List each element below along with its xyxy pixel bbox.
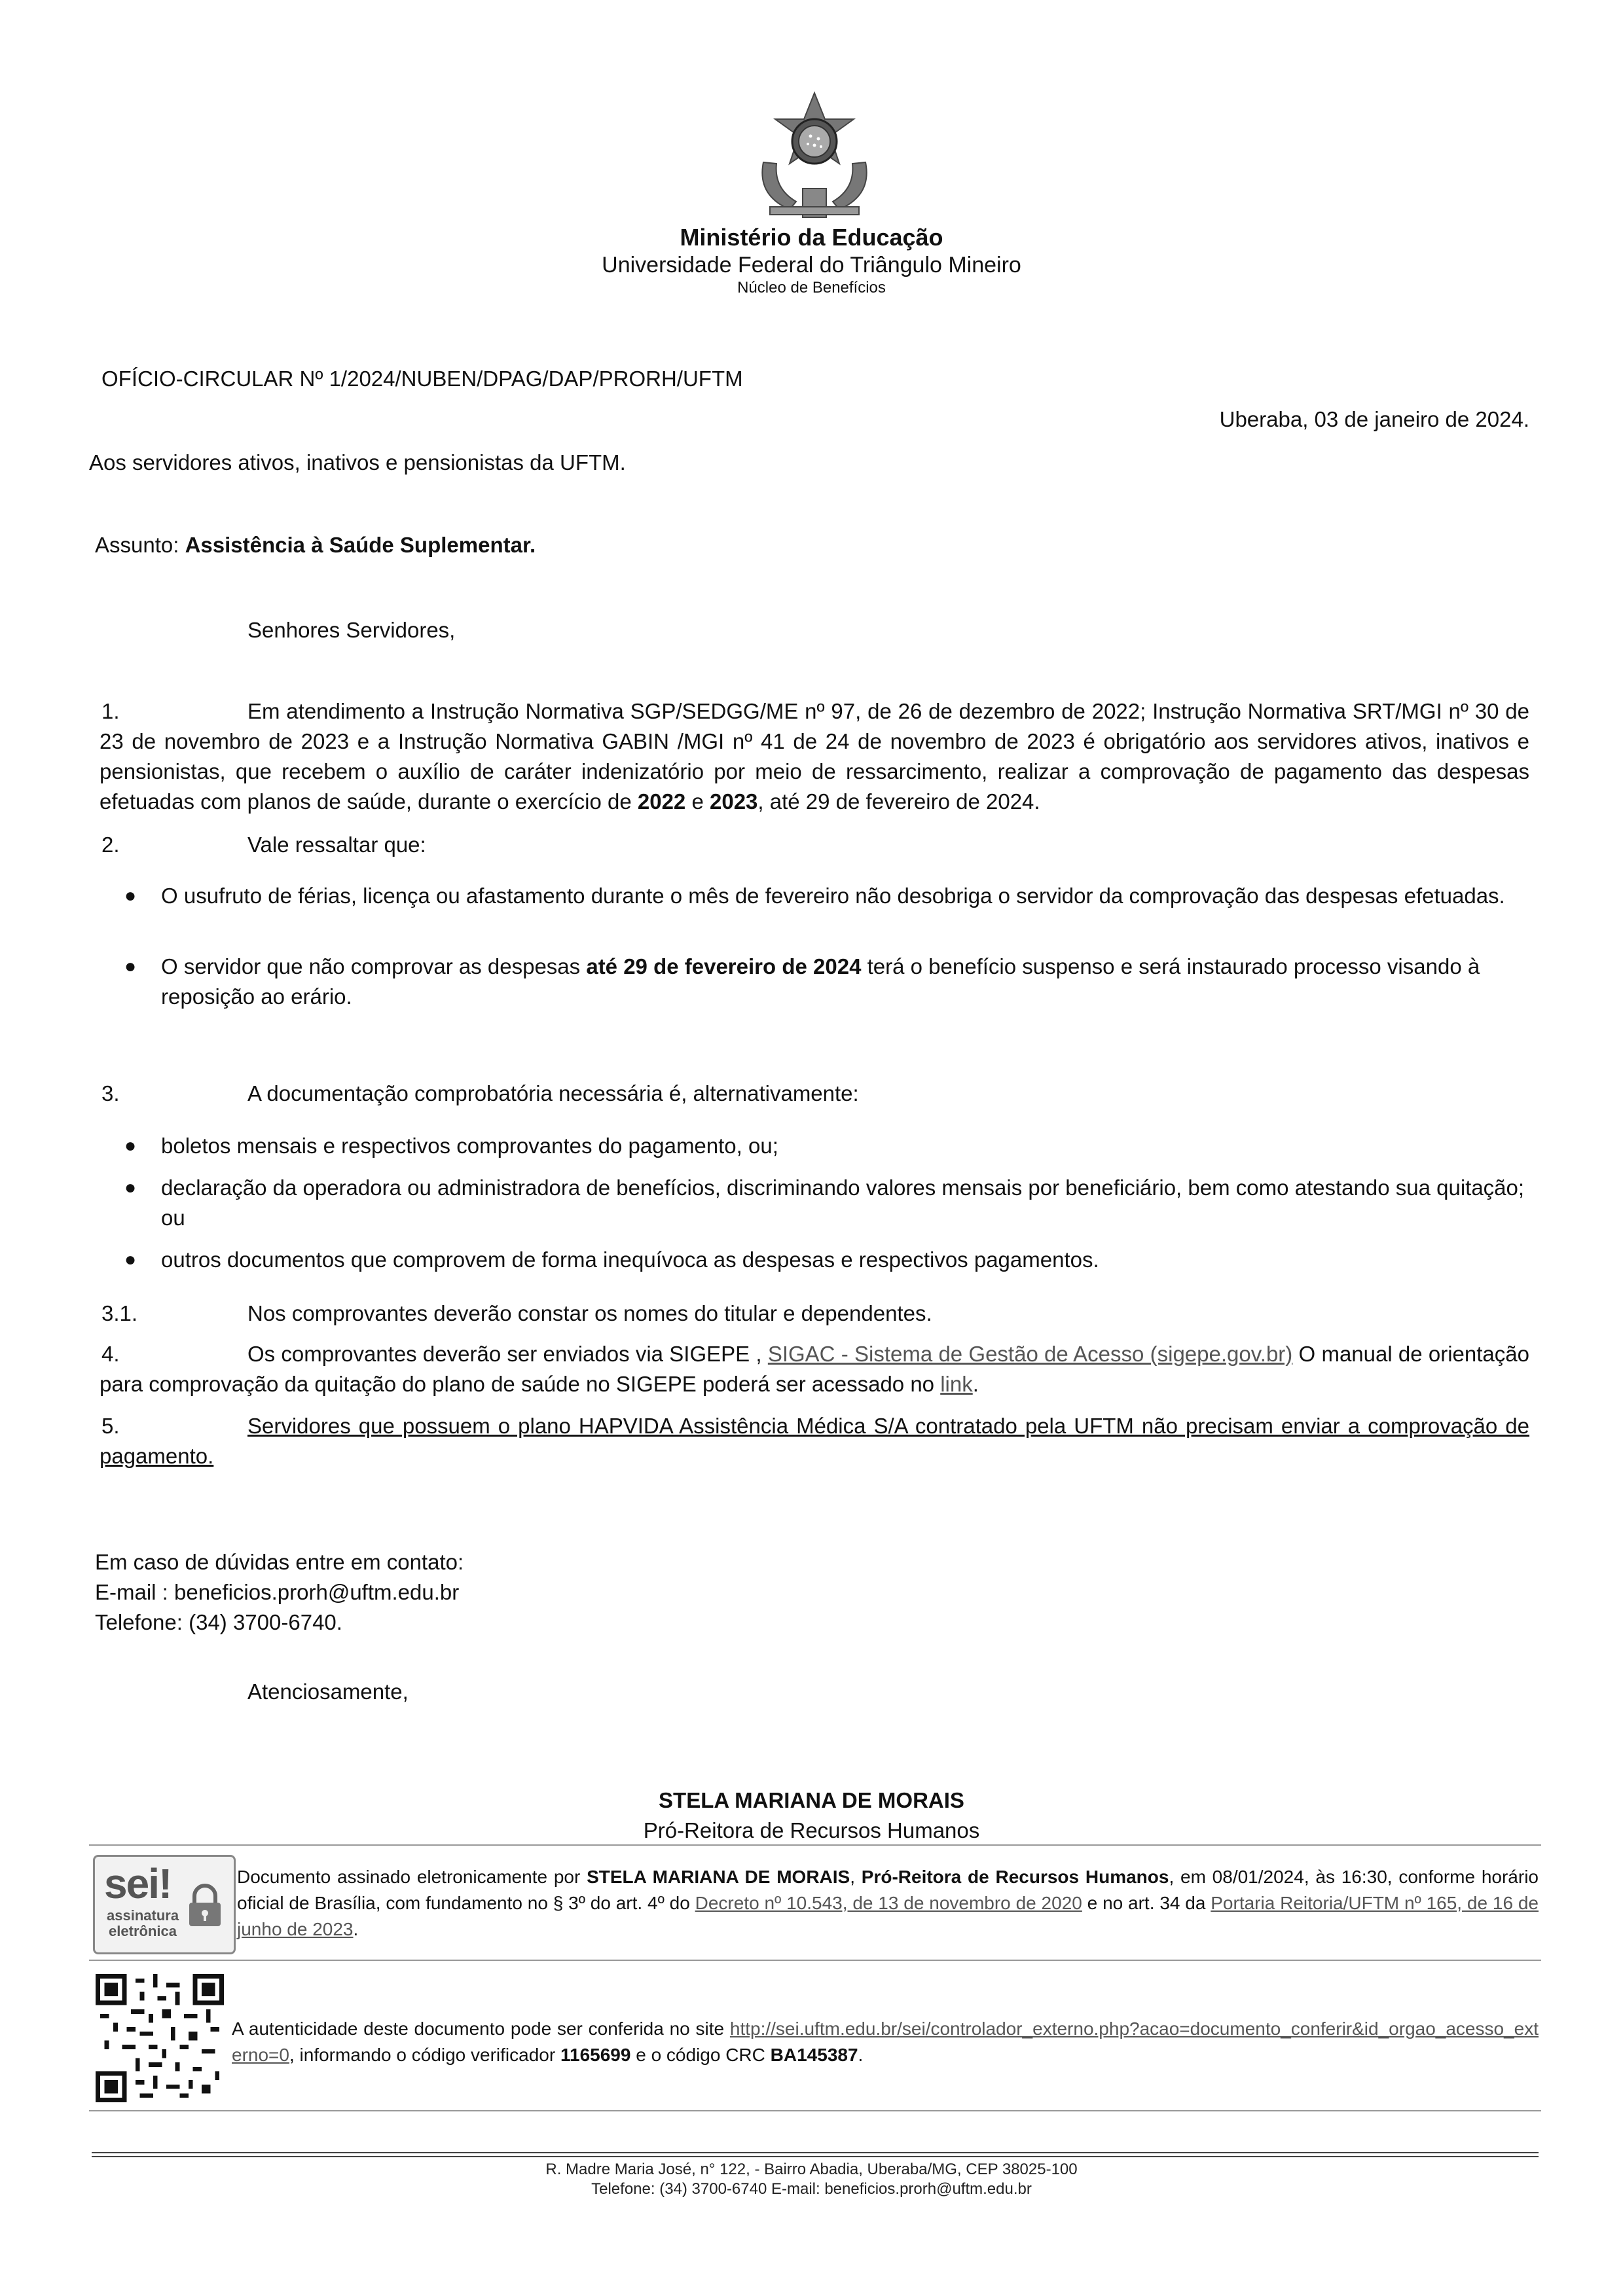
signature-text-mid-2: e no art. 34 da (1082, 1893, 1211, 1913)
signature-text-start: Documento assinado eletronicamente por (237, 1867, 587, 1887)
decree-link[interactable]: Decreto nº 10.543, de 13 de novembro de 2020 (695, 1893, 1082, 1913)
year-2023: 2023 (710, 789, 758, 814)
list-item-text (161, 952, 1529, 1012)
ministry-title: Ministério da Educação (680, 224, 943, 251)
contact-line-1: Em caso de dúvidas entre em contato: (95, 1550, 464, 1574)
bullet-icon: ● (124, 956, 137, 977)
list-item-text-start: O servidor que não comprovar as despesas (161, 954, 587, 978)
list-item-text: O usufruto de férias, licença ou afastamento durante o mês de fevereiro não desobriga o servidor da comprovação das despesas efetuadas. (161, 884, 1505, 908)
year-2022: 2022 (637, 789, 686, 814)
subject-label: Assunto: (95, 533, 179, 557)
paragraph-1-and: e (685, 789, 710, 814)
signature-signer-role: Pró-Reitora de Recursos Humanos (861, 1867, 1169, 1887)
authenticity-text-end: . (858, 2045, 864, 2065)
signature-text-mid: , em 08/01/2024, às 16:30, conforme horário oficial de Brasília, com fundamento no § 3º do art. 4º do (237, 1867, 1539, 1913)
divider (89, 2110, 1541, 2111)
bullet-icon: ● (124, 885, 137, 906)
list-item (124, 1131, 1529, 1161)
authenticity-text-start: A autenticidade deste documento pode ser conferida no site (232, 2018, 730, 2039)
sei-logo-caption (107, 1908, 179, 1939)
contact-phone: Telefone: (34) 3700-6740. (95, 1610, 342, 1634)
signer-name: STELA MARIANA DE MORAIS (659, 1788, 964, 1812)
paragraph-3: A documentação comprobatória necessária é, alternativamente: (247, 1081, 859, 1105)
paragraph-5 (100, 1411, 1529, 1471)
paragraph-4-text: Os comprovantes deverão ser enviados via SIGEPE , (247, 1342, 768, 1366)
footer-divider (92, 2152, 1539, 2157)
brazil-coat-of-arms-icon (750, 90, 879, 221)
list-item (124, 1173, 1529, 1233)
list-item (124, 1245, 1529, 1275)
footer-address: R. Madre Maria José, n° 122, - Bairro Abadia, Uberaba/MG, CEP 38025-100 (545, 2161, 1078, 2178)
bullet-icon: ● (124, 1135, 137, 1157)
university-name: Universidade Federal do Triângulo Mineiro (602, 253, 1021, 278)
paragraph-1 (100, 696, 1529, 817)
closing: Atenciosamente, (247, 1679, 409, 1704)
authenticity-text (232, 2016, 1539, 2068)
bullet-icon: ● (124, 1249, 137, 1270)
manual-link[interactable]: link (940, 1372, 973, 1396)
signature-text (237, 1864, 1539, 1943)
paragraph-5-text: Servidores que possuem o plano HAPVIDA Assistência Médica S/A contratado pela UFTM não precisam enviar a comprovação de pagamento. (100, 1414, 1529, 1468)
list-item (124, 952, 1529, 1012)
verification-link[interactable]: http://sei.uftm.edu.br/sei/controlador_externo.php?acao=documento_conferir&id_orgao_acesso_externo=0 (232, 2018, 1539, 2065)
list-item-text: declaração da operadora ou administradora de benefícios, discriminando valores mensais por beneficiário, bem como atestando sua quitação; ou (161, 1175, 1525, 1230)
signature-comma: , (850, 1867, 862, 1887)
signer-role: Pró-Reitora de Recursos Humanos (643, 1818, 980, 1842)
list-item-text: boletos mensais e respectivos comprovantes do pagamento, ou; (161, 1134, 778, 1158)
paragraph-4-number: 4. (101, 1342, 120, 1366)
footer-contact: Telefone: (34) 3700-6740 E-mail: beneficios.prorh@uftm.edu.br (591, 2180, 1032, 2198)
recipients: Aos servidores ativos, inativos e pensionistas da UFTM. (89, 450, 626, 475)
contact-email: E-mail : beneficios.prorh@uftm.edu.br (95, 1580, 460, 1604)
authenticity-text-mid-2: e o código CRC (630, 2045, 771, 2065)
sei-logo-caption-2: eletrônica (109, 1923, 177, 1939)
bullet-icon: ● (124, 1177, 137, 1198)
paragraph-2-number: 2. (101, 833, 120, 857)
crc-code: BA145387 (770, 2045, 858, 2065)
divider (89, 1844, 1541, 1846)
unit-name: Núcleo de Benefícios (737, 279, 886, 296)
paragraph-4-text-mid: O manual de orientação para comprovação da quitação do plano de saúde no SIGEPE poderá ser acessado no (100, 1342, 1529, 1396)
salutation: Senhores Servidores, (247, 618, 456, 642)
sigac-link[interactable]: SIGAC - Sistema de Gestão de Acesso (sigepe.gov.br) (767, 1342, 1293, 1366)
deadline-text: até 29 de fevereiro de 2024 (586, 954, 862, 978)
paragraph-3-1: Nos comprovantes deverão constar os nomes do titular e dependentes. (247, 1301, 932, 1325)
sei-logo-text: sei! (104, 1860, 172, 1907)
lock-icon (187, 1883, 223, 1929)
list-item-text: outros documentos que comprovem de forma inequívoca as despesas e respectivos pagamentos. (161, 1247, 1099, 1272)
signature-text-end: . (353, 1919, 359, 1939)
sei-logo-caption-1: assinatura (107, 1907, 179, 1924)
paragraph-5-number: 5. (101, 1414, 120, 1438)
subject-line (95, 530, 536, 560)
paragraph-1-text: Em atendimento a Instrução Normativa SGP/SEDGG/ME nº 97, de 26 de dezembro de 2022; Instrução Normativa SRT/MGI nº 30 de 23 de novembro de 2023 e a Instrução Normativa GABIN /MGI nº 41 de 24 de novembro de 2023 é obrigatório aos servidores ativos, inativos e pensionistas, que recebem o auxílio de caráter indenizatório por meio de ressarcimento, realizar a comprovação de pagamento das despesas efetuadas com planos de saúde, durante o exercício de (100, 699, 1529, 814)
list-item-text-end: terá o benefício suspenso e será instaurado processo visando à reposição ao erário. (161, 954, 1480, 1009)
paragraph-1-number: 1. (101, 699, 120, 723)
subject-text: Assistência à Saúde Suplementar. (185, 533, 536, 557)
paragraph-4 (100, 1339, 1529, 1399)
document-number: OFÍCIO-CIRCULAR Nº 1/2024/NUBEN/DPAG/DAP/PRORH/UFTM (101, 367, 743, 391)
divider (89, 1960, 1541, 1961)
verification-code: 1165699 (560, 2045, 631, 2065)
place-date: Uberaba, 03 de janeiro de 2024. (1219, 407, 1529, 431)
paragraph-1-end: , até 29 de fevereiro de 2024. (757, 789, 1040, 814)
paragraph-2: Vale ressaltar que: (247, 833, 426, 857)
authenticity-text-mid: , informando o código verificador (289, 2045, 560, 2065)
list-item (124, 881, 1529, 911)
paragraph-3-number: 3. (101, 1081, 120, 1105)
sei-signature-logo (93, 1855, 236, 1954)
ordinance-link[interactable]: Portaria Reitoria/UFTM nº 165, de 16 de junho de 2023 (237, 1893, 1539, 1939)
signature-signer-name: STELA MARIANA DE MORAIS (587, 1867, 850, 1887)
qr-code-icon (96, 1974, 224, 2102)
paragraph-4-end: . (972, 1372, 979, 1396)
paragraph-3-1-number: 3.1. (101, 1301, 138, 1325)
